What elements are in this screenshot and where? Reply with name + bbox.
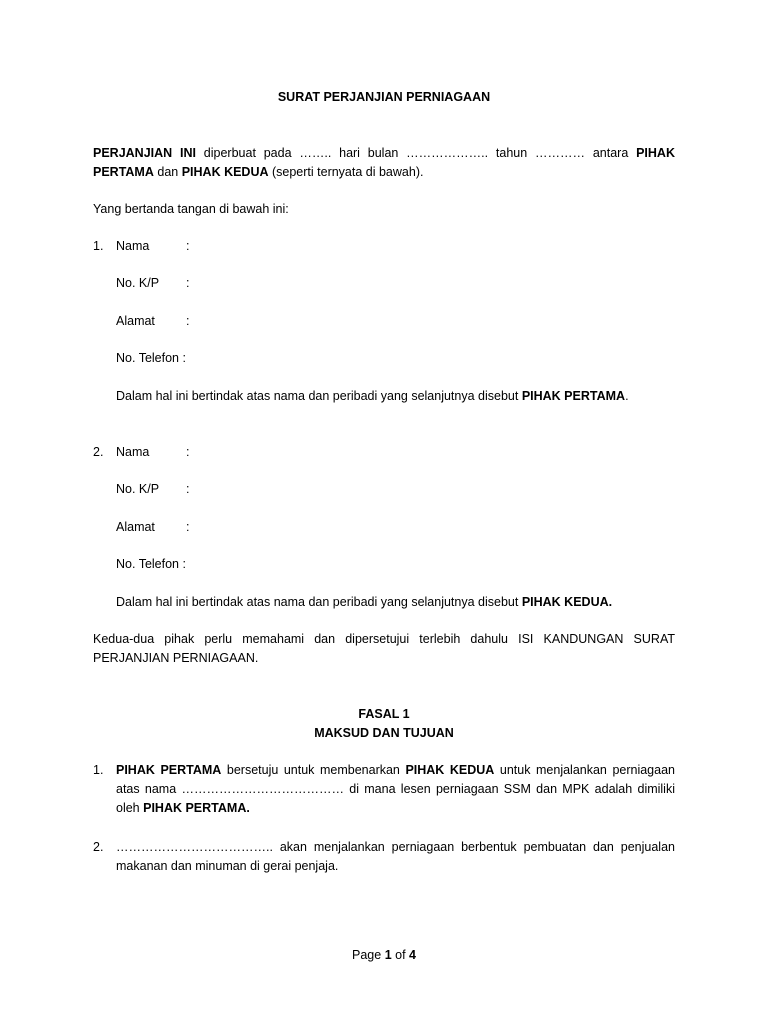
fasal-heading: FASAL 1 xyxy=(358,707,410,721)
intro-text-3: (seperti ternyata di bawah). xyxy=(268,165,424,179)
party1-nama-label: Nama xyxy=(116,239,150,253)
party1-statement-prefix: Dalam hal ini bertindak atas nama dan peribadi yang selanjutnya disebut xyxy=(116,389,522,403)
fasal-item-1-number: 1. xyxy=(93,763,104,777)
party2-statement-party: PIHAK KEDUA. xyxy=(521,595,613,609)
signed-line: Yang bertanda tangan di bawah ini: xyxy=(93,202,289,216)
party1-statement-end: . xyxy=(625,389,629,403)
footer-page-number: 1 xyxy=(384,948,392,962)
intro-text-2: dan xyxy=(153,165,182,179)
footer-of-label: of xyxy=(391,948,410,962)
footer-page-label: Page xyxy=(352,948,385,962)
fasal-item-1-body xyxy=(116,761,675,818)
party2-number: 2. xyxy=(93,445,104,459)
party2-alamat-label: Alamat xyxy=(116,520,155,534)
page-footer xyxy=(0,946,768,965)
party1-nama-colon: : xyxy=(186,239,190,253)
agreement-text: Kedua-dua pihak perlu memahami dan dipersetujui terlebih dahulu xyxy=(93,632,519,646)
fasal-item-1-pihak-kedua: PIHAK KEDUA xyxy=(405,763,495,777)
fasal-item-2-body: ……………………………….. akan menjalankan perniagaan berbentuk pembuatan dan penjualan makanan dan minuman di gerai penjaja. xyxy=(116,840,675,873)
party1-alamat-colon: : xyxy=(186,314,190,328)
fasal-item-1-text-2: untuk menjalankan perniagaan atas nama ………………………………… di mana lesen perniagaan SSM dan MPK adalah dimiliki oleh xyxy=(116,763,675,815)
intro-paragraph xyxy=(93,144,675,182)
fasal-item-1-pihak-pertama-end: PIHAK PERTAMA. xyxy=(143,801,250,815)
party2-kp-label: No. K/P xyxy=(116,482,160,496)
fasal-item-1-text-1: bersetuju untuk membenarkan xyxy=(221,763,406,777)
party1-statement-line xyxy=(116,387,629,406)
fasal-subheading: MAKSUD DAN TUJUAN xyxy=(314,726,454,740)
fasal-item-2-number: 2. xyxy=(93,840,104,854)
document-title: SURAT PERJANJIAN PERNIAGAAN xyxy=(277,90,491,104)
party1-kp-colon: : xyxy=(186,276,190,290)
intro-bold-pihak-pertama: PIHAK PERTAMA xyxy=(93,146,675,179)
party1-kp-label: No. K/P xyxy=(116,276,160,290)
party2-telefon-label: No. Telefon : xyxy=(116,557,186,571)
intro-bold-perjanjian: PERJANJIAN INI xyxy=(93,146,196,160)
party1-number: 1. xyxy=(93,239,104,253)
party2-alamat-colon: : xyxy=(186,520,190,534)
intro-bold-pihak-kedua: PIHAK KEDUA xyxy=(181,165,269,179)
party1-alamat-label: Alamat xyxy=(116,314,155,328)
fasal-item-2 xyxy=(93,838,675,876)
party1-statement-party: PIHAK PERTAMA xyxy=(521,389,626,403)
fasal-item-1 xyxy=(93,761,675,818)
agreement-paragraph xyxy=(93,630,675,668)
party2-kp-colon: : xyxy=(186,482,190,496)
party1-telefon-label: No. Telefon : xyxy=(116,351,186,365)
footer-total-pages: 4 xyxy=(409,948,416,962)
party2-statement-line xyxy=(116,593,612,612)
agreement-bold: ISI KANDUNGAN SURAT PERJANJIAN PERNIAGAAN. xyxy=(93,632,675,665)
party2-statement-prefix: Dalam hal ini bertindak atas nama dan peribadi yang selanjutnya disebut xyxy=(116,595,522,609)
party2-nama-label: Nama xyxy=(116,445,150,459)
fasal-item-1-pihak-pertama: PIHAK PERTAMA xyxy=(116,763,222,777)
party2-nama-colon: : xyxy=(186,445,190,459)
intro-text-1: diperbuat pada …….. hari bulan ……………….. tahun ………… antara xyxy=(195,146,637,160)
